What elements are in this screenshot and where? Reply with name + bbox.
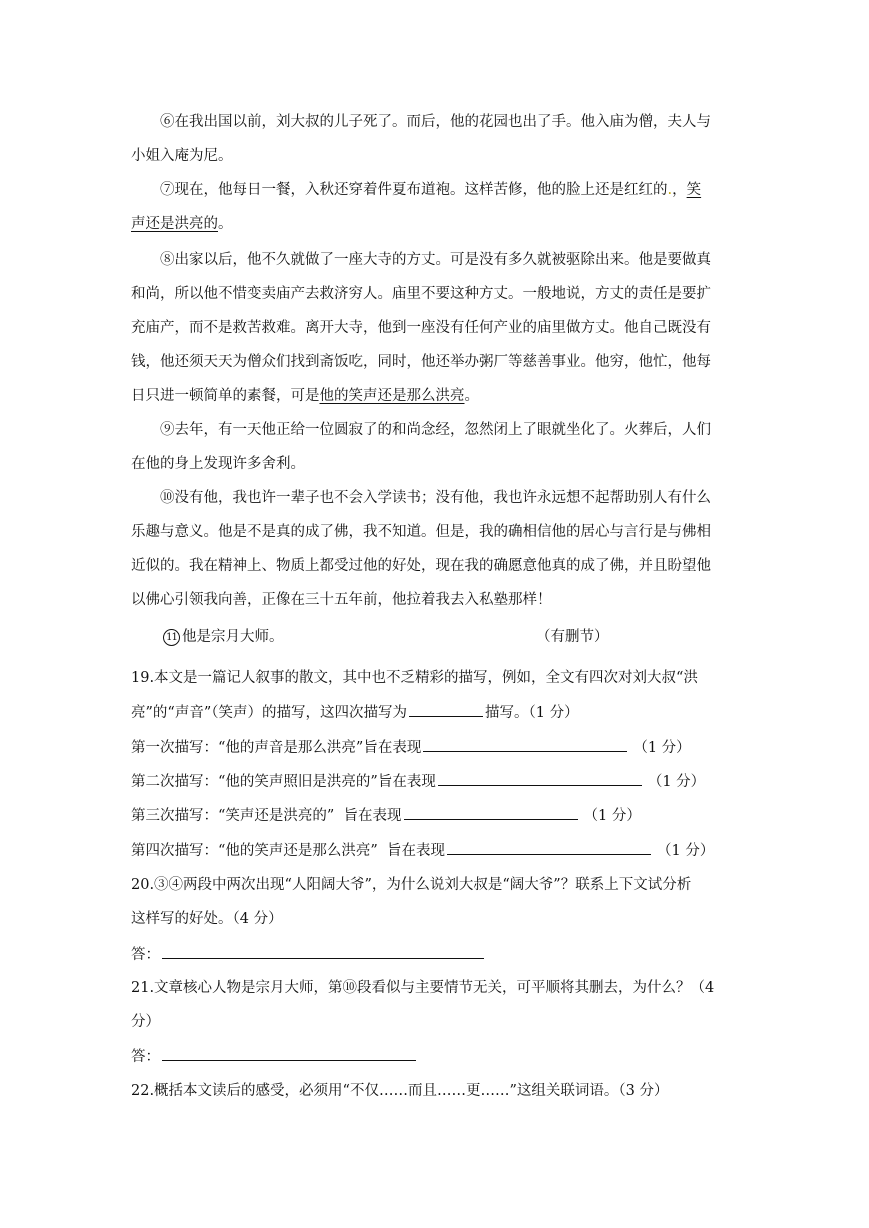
answer-blank[interactable] [409, 702, 483, 717]
answer-blank[interactable] [162, 1046, 416, 1061]
comma: ， [672, 182, 687, 198]
paragraph-7-line-1 [160, 180, 701, 202]
paragraph-6-line-2: 小姐入庵为尼。 [131, 148, 233, 164]
answer-label: 答： [131, 947, 160, 963]
desc-text: 第一次描写：“他的声音是那么洪亮”旨在表现 [131, 740, 422, 756]
answer-blank[interactable] [438, 771, 642, 786]
paragraph-8-text: 日只进一顿简单的素餐，可是 [131, 388, 320, 404]
period: 。 [218, 216, 233, 232]
paragraph-7-text: ⑦现在，他每日一餐，入秋还穿着件夏布道袍。这样苦修，他的脸上还是红红的 [160, 182, 668, 198]
underlined-phrase: 他的笑声还是那么洪亮 [319, 388, 465, 404]
paragraph-10-line-2: 乐趣与意义。他是不是真的成了佛，我不知道。但是，我的确相信他的居心与言行是与佛相 [131, 524, 711, 540]
question-19-desc-1 [131, 737, 691, 759]
paragraph-11 [163, 627, 284, 649]
score-label: （1 分） [657, 843, 715, 859]
paragraph-number: 11 [163, 629, 180, 646]
answer-label: 答： [131, 1049, 160, 1065]
paragraph-8-line-4: 钱，他还须天天为僧众们找到斋饭吃，同时，他还举办粥厂等慈善事业。他穷，他忙，他每 [131, 354, 711, 370]
paragraph-8-line-3: 充庙产，而不是救苦救难。离开大寺，他到一座没有任何产业的庙里做方丈。他自己既没有 [131, 320, 711, 336]
underlined-phrase: 声还是洪亮的 [131, 216, 218, 232]
paragraph-10-line-3: 近似的。我在精神上、物质上都受过他的好处，现在我的确愿意他真的成了佛，并且盼望他 [131, 558, 711, 574]
question-19-text-end: 描写。（1 分） [485, 705, 579, 721]
answer-blank[interactable] [447, 840, 651, 855]
question-20-line-1: 20.③④两段中两次出现“人阳阔大爷”，为什么说刘大叔是“阔大爷”？联系上下文试分析 [131, 877, 692, 893]
underlined-phrase: 笑 [686, 182, 702, 198]
question-20-answer [131, 944, 486, 966]
paragraph-6-line-1: ⑥在我出国以前，刘大叔的儿子死了。而后，他的花园也出了手。他入庙为僧，夫人与 [160, 114, 711, 130]
paragraph-9-line-2: 在他的身上发现许多舍利。 [131, 456, 305, 472]
question-19-line-2 [131, 702, 579, 724]
question-19-text: 亮”的“声音”（笑声）的描写，这四次描写为 [131, 705, 407, 721]
paragraph-11-text: 他是宗月大师。 [182, 629, 284, 645]
score-label: （1 分） [633, 740, 691, 756]
period: 。 [464, 388, 479, 404]
paragraph-7-line-2 [131, 214, 233, 236]
abridged-note: （有删节） [536, 629, 609, 645]
paragraph-8-line-5 [131, 386, 479, 408]
highlight-mark: . [667, 182, 673, 198]
answer-blank[interactable] [423, 737, 627, 752]
desc-text: 第三次描写：“笑声还是洪亮的” 旨在表现 [131, 808, 402, 824]
desc-text: 第四次描写：“他的笑声还是那么洪亮” 旨在表现 [131, 843, 446, 859]
score-label: （1 分） [583, 808, 641, 824]
question-19-desc-3 [131, 805, 641, 827]
answer-blank[interactable] [404, 805, 578, 820]
question-22-line-1: 22.概括本文读后的感受，必须用“不仅……而且……更……”这组关联词语。（3 分） [131, 1083, 669, 1099]
question-21-line-1: 21.文章核心人物是宗月大师，第⑩段看似与主要情节无关，可平顺将其删去，为什么？（4 [131, 980, 715, 996]
question-20-line-2: 这样写的好处。（4 分） [131, 911, 283, 927]
score-label: （1 分） [647, 774, 706, 790]
paragraph-10-line-4: 以佛心引领我向善，正像在三十五年前，他拉着我去入私塾那样！ [131, 592, 552, 608]
question-19-desc-2 [131, 771, 705, 793]
paragraph-10-line-1: ⑩没有他，我也许一辈子也不会入学读书；没有他，我也许永远想不起帮助别人有什么 [160, 490, 711, 506]
paragraph-8-line-1: ⑧出家以后，他不久就做了一座大寺的方丈。可是没有多久就被驱除出来。他是要做真 [160, 252, 711, 268]
question-19-desc-4 [131, 840, 714, 862]
question-19-line-1: 19.本文是一篇记人叙事的散文，其中也不乏精彩的描写，例如，全文有四次对刘大叔“洪 [131, 670, 698, 686]
paragraph-8-line-2: 和尚，所以他不惜变卖庙产去救济穷人。庙里不要这种方丈。一般地说，方丈的责任是要扩 [131, 286, 711, 302]
question-21-line-2: 分） [131, 1014, 160, 1030]
question-21-answer [131, 1046, 418, 1068]
desc-text: 第二次描写：“他的笑声照旧是洪亮的”旨在表现 [131, 774, 436, 790]
paragraph-9-line-1: ⑨去年，有一天他正给一位圆寂了的和尚念经，忽然闭上了眼就坐化了。火葬后，人们 [160, 422, 711, 438]
answer-blank[interactable] [162, 944, 484, 959]
